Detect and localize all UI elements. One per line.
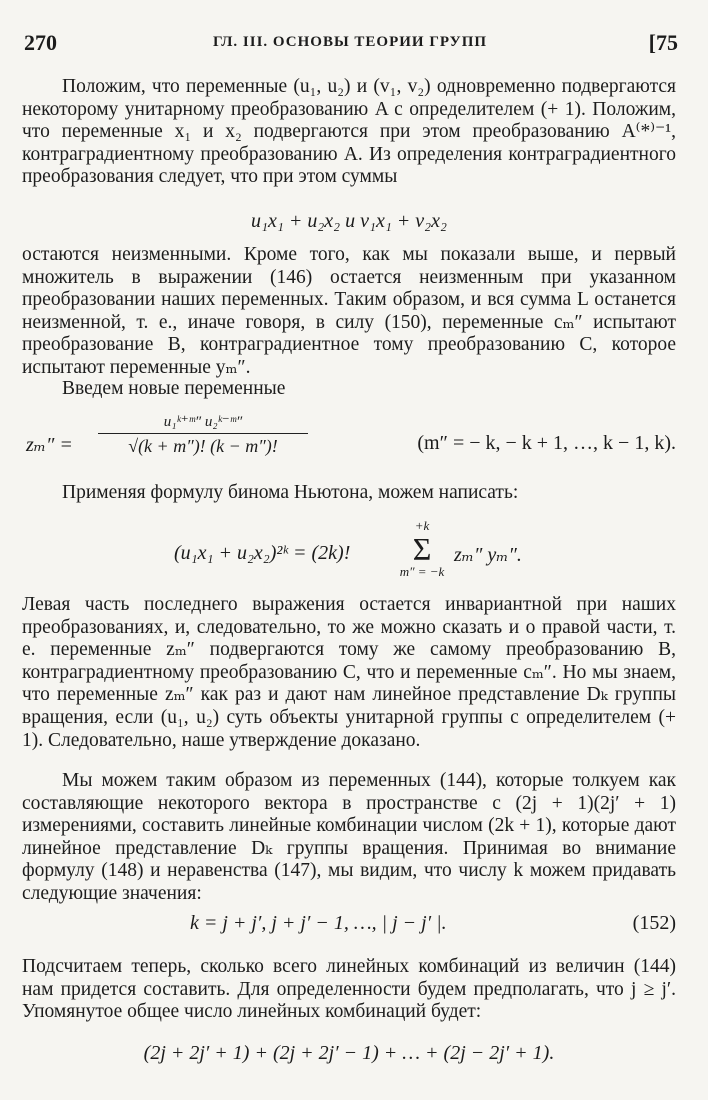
summation-sign (392, 518, 452, 580)
paragraph-1: Положим, что переменные (u₁, u₂) и (v₁, v₂) одновременно подвергаются некоторому унитарному преобразованию A с определителем (+ 1). Положим, что переменные x₁ и x₂ подвергаются при этом преобразованию A⁽*⁾⁻¹, контраградиентному преобразованию A. Из определения контраградиентного преобразования следует, что при этом суммы (22, 76, 676, 188)
paragraph-4: Применяя формулу бинома Ньютона, можем написать: (62, 482, 519, 503)
sum-lower-limit: m″ = −k (399, 564, 445, 579)
sum-upper-limit: +k (414, 518, 430, 533)
formula-total: (2j + 2j′ + 1) + (2j + 2j′ − 1) + … + (2j − 2j′ + 1). (143, 1042, 555, 1064)
formula-binomial-rhs: zₘ″ yₘ″. (454, 544, 522, 566)
formula-z-denominator: √(k + m″)! (k − m″)! (128, 436, 278, 456)
paragraph-2: остаются неизменными. Кроме того, как мы показали выше, и первый множитель в выражении (146) остается неизменным при указанном преобразовании наших переменных. Таким образом, и вся сумма L останется неизменной, т. е., иначе говоря, в силу (150), переменные cₘ″ испытают преобразование B, контраградиентное тому преобразованию C, которое испытают переменные yₘ″. (22, 244, 676, 378)
paragraph-5: Левая часть последнего выражения остается инвариантной при наших преобразованиях, и, следовательно, то же можно сказать и о правой части, т. е. переменные zₘ″ подвергаются тому же самому преобразованию B, контраградиентному преобразованию C, что и переменные cₘ″. Но мы знаем, что переменные zₘ″ как раз и дают нам линейное представление Dₖ группы вращения, если (u₁, u₂) суть объекты унитарной группы с определителем (+ 1). Следовательно, наше утверждение доказано. (22, 594, 676, 751)
formula-z-numerator: u₁ᵏ⁺ᵐ″ u₂ᵏ⁻ᵐ″ (98, 412, 308, 434)
formula-binomial-lhs: (u₁x₁ + u₂x₂)²ᵏ = (2k)! (174, 542, 351, 564)
equation-number: (152) (632, 912, 676, 934)
sigma-symbol: Σ (412, 531, 432, 567)
formula-z-fraction (98, 412, 308, 457)
page-number-left: 270 (24, 30, 57, 55)
formula-z-definition (22, 412, 676, 472)
paragraph-6: Мы можем таким образом из переменных (144), которые толкуем как составляющие некоторого вектора в пространстве с (2j + 1)(2j′ + 1) измерениями, составить линейные комбинации числом (2k + 1), которые дают линейное представление Dₖ группы вращения. Принимая во внимание формулу (148) и неравенства (147), мы видим, что числу k можем придавать следующие значения: (22, 770, 676, 904)
paragraph-7: Подсчитаем теперь, сколько всего линейных комбинаций из величин (144) нам придется составить. Для определенности будем предполагать, что j ≥ j′. Упомянутое общее число линейных комбинаций будет: (22, 956, 676, 1023)
page-header (22, 30, 678, 60)
equation-152-body: k = j + j′, j + j′ − 1, …, | j − j′ |. (190, 912, 447, 934)
formula-binomial (22, 518, 676, 588)
page-number-right: [75 (648, 30, 678, 55)
formula-sums: u₁x₁ + u₂x₂ и v₁x₁ + v₂x₂ (251, 210, 447, 232)
formula-z-range: (m″ = − k, − k + 1, …, k − 1, k). (417, 432, 676, 454)
formula-z-lhs: zₘ″ = (26, 434, 73, 456)
paragraph-3: Введем новые переменные (62, 378, 286, 399)
running-title: ГЛ. III. ОСНОВЫ ТЕОРИИ ГРУПП (212, 34, 488, 50)
